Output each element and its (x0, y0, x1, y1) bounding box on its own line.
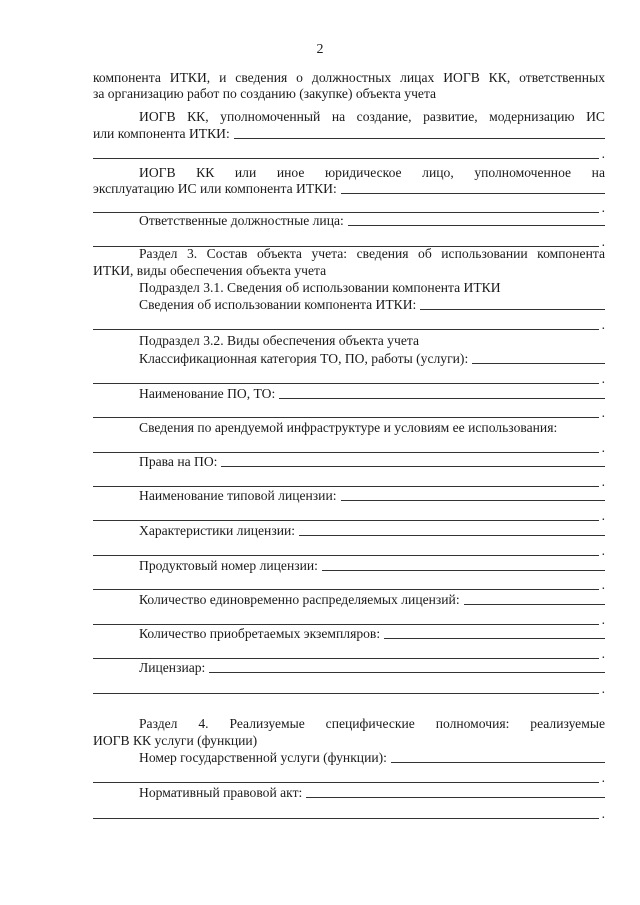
section-heading: Раздел 4. Реализуемые специфические полномочия: реализуемые (139, 716, 605, 731)
text-line: ИОГВ КК, уполномоченный на создание, развитие, модернизацию ИС (139, 109, 605, 124)
fill-in-blank[interactable] (391, 762, 605, 763)
fill-in-blank[interactable] (472, 363, 605, 364)
field-line (139, 386, 605, 402)
field-line (139, 750, 605, 766)
field-line (139, 592, 605, 608)
field-line (139, 297, 605, 313)
continuation-blank[interactable]: . (93, 806, 605, 822)
field-label: Наименование типовой лицензии: (139, 488, 337, 503)
field-line (139, 785, 605, 801)
field-line (139, 626, 605, 642)
field-line (139, 420, 605, 436)
fill-in-blank[interactable] (384, 638, 605, 639)
field-label: Классификационная категория ТО, ПО, работы (услуги): (139, 351, 469, 366)
field-label: Ответственные должностные лица: (139, 213, 344, 228)
field-label: Сведения об использовании компонента ИТКИ: (139, 297, 417, 312)
fill-in-blank[interactable] (234, 138, 605, 139)
fill-in-blank[interactable] (306, 797, 605, 798)
continuation-blank[interactable]: . (93, 646, 605, 662)
field-line (139, 523, 605, 539)
field-label: Лицензиар: (139, 660, 206, 675)
continuation-blank[interactable]: . (93, 440, 605, 456)
subsection-heading: Подраздел 3.1. Сведения об использовании компонента ИТКИ (139, 280, 501, 295)
field-line (93, 126, 605, 142)
fill-in-blank[interactable] (221, 466, 605, 467)
field-label: Права на ПО: (139, 454, 218, 469)
text-line: ИТКИ, виды обеспечения объекта учета (93, 263, 327, 278)
field-label: или компонента ИТКИ: (93, 126, 230, 141)
continuation-blank[interactable]: . (93, 405, 605, 421)
field-label: Количество приобретаемых экземпляров: (139, 626, 381, 641)
fill-in-blank[interactable] (322, 570, 605, 571)
continuation-blank[interactable]: . (93, 543, 605, 559)
field-line (139, 351, 605, 367)
fill-in-blank[interactable] (420, 309, 605, 310)
fill-in-blank[interactable] (341, 193, 605, 194)
fill-in-blank[interactable] (341, 500, 605, 501)
field-label: Нормативный правовой акт: (139, 785, 303, 800)
continuation-blank[interactable]: . (93, 317, 605, 333)
field-label: Количество единовременно распределяемых лицензий: (139, 592, 460, 607)
continuation-blank[interactable]: . (93, 234, 605, 250)
section-heading: Раздел 3. Состав объекта учета: сведения об использовании компонента (139, 246, 605, 261)
fill-in-blank[interactable] (209, 672, 605, 673)
field-line (139, 454, 605, 470)
fill-in-blank[interactable] (299, 535, 605, 536)
continuation-blank[interactable]: . (93, 371, 605, 387)
continuation-blank[interactable]: . (93, 770, 605, 786)
field-label: Продуктовый номер лицензии: (139, 558, 318, 573)
field-line (139, 213, 605, 229)
field-label: эксплуатацию ИС или компонента ИТКИ: (93, 181, 337, 196)
field-line (139, 488, 605, 504)
field-label: Сведения по арендуемой инфраструктуре и условиям ее использования: (139, 420, 558, 435)
subsection-heading: Подраздел 3.2. Виды обеспечения объекта учета (139, 333, 419, 348)
page-number: 2 (316, 42, 324, 57)
continuation-blank[interactable]: . (93, 681, 605, 697)
field-label: Номер государственной услуги (функции): (139, 750, 387, 765)
continuation-blank[interactable]: . (93, 577, 605, 593)
continuation-blank[interactable]: . (93, 146, 605, 162)
continuation-blank[interactable]: . (93, 200, 605, 216)
field-line (93, 181, 605, 197)
continuation-blank[interactable]: . (93, 508, 605, 524)
continuation-blank[interactable]: . (93, 474, 605, 490)
text-line: ИОГВ КК услуги (функции) (93, 733, 258, 748)
continuation-blank[interactable]: . (93, 612, 605, 628)
fill-in-blank[interactable] (348, 225, 605, 226)
field-line (139, 558, 605, 574)
text-line: за организацию работ по созданию (закупке) объекта учета (93, 86, 437, 101)
field-line (139, 660, 605, 676)
fill-in-blank[interactable] (464, 604, 605, 605)
field-label: Наименование ПО, ТО: (139, 386, 276, 401)
fill-in-blank[interactable] (279, 398, 605, 399)
text-line: компонента ИТКИ, и сведения о должностных лицах ИОГВ КК, ответственных (93, 70, 605, 85)
text-line: ИОГВ КК или иное юридическое лицо, уполномоченное на (139, 165, 605, 180)
field-label: Характеристики лицензии: (139, 523, 296, 538)
